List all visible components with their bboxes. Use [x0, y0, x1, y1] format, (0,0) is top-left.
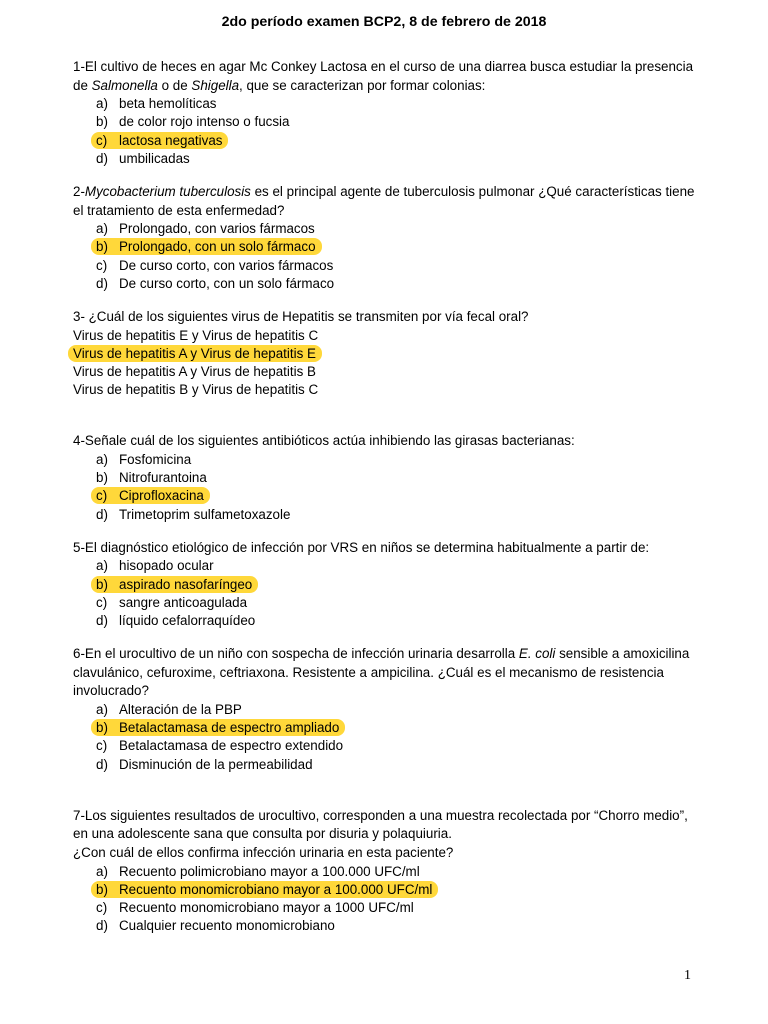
option-b-highlighted-answer: b) Prolongado, con un solo fármaco — [73, 238, 703, 256]
option-d: d) líquido cefalorraquídeo — [96, 613, 256, 629]
option-b-highlighted-answer: b) Betalactamasa de espectro ampliado — [73, 719, 703, 737]
question-7-prompt: ¿Con cuál de ellos confirma infección urinaria en esta paciente? — [73, 845, 454, 860]
question-3 — [73, 308, 703, 417]
option-c: c) sangre anticoagulada — [96, 594, 248, 610]
question-7 — [73, 807, 703, 936]
option-d: d) umbilicadas — [96, 150, 190, 166]
option-d: d) De curso corto, con un solo fármaco — [96, 275, 335, 291]
option-b: b) de color rojo intenso o fucsia — [96, 114, 290, 130]
blank-line — [73, 774, 703, 792]
option-a: a) Alteración de la PBP — [96, 702, 242, 717]
question-1-options — [73, 95, 703, 168]
option-d: d) Disminución de la permeabilidad — [96, 756, 313, 772]
question-6-text: 6-En el urocultivo de un niño con sospecha de infección urinaria desarrolla E. coli sensible a amoxicilina clavulánico, cefuroxime, ceftriaxona. Resistente a ampicilina. ¿Cuál es el mecanismo de resistencia involucrado? — [73, 646, 690, 699]
option-b-highlighted-answer: b) Recuento monomicrobiano mayor a 100.000 UFC/ml — [73, 881, 703, 899]
question-2-options — [73, 220, 703, 293]
question-1 — [73, 58, 703, 168]
page-title: 2do período examen BCP2, 8 de febrero de 2018 — [221, 14, 547, 30]
question-4-text: 4-Señale cuál de los siguientes antibióticos actúa inhibiendo las girasas bacterianas: — [73, 433, 575, 449]
question-2 — [73, 183, 703, 293]
question-6-options — [73, 701, 703, 774]
option-b-highlighted-answer: b) aspirado nasofaríngeo — [73, 576, 703, 594]
option-a: a) Fosfomicina — [96, 452, 192, 467]
question-3-text: 3- ¿Cuál de los siguientes virus de Hepatitis se transmiten por vía fecal oral? — [73, 309, 529, 324]
option-a: a) Prolongado, con varios fármacos — [96, 221, 315, 237]
option-line: Virus de hepatitis E y Virus de hepatitis C — [73, 327, 319, 343]
option-a: a) hisopado ocular — [96, 558, 214, 574]
option-a: a) beta hemolíticas — [96, 96, 217, 112]
option-line: Virus de hepatitis A y Virus de hepatitis B — [73, 364, 316, 379]
option-b: b) Nitrofurantoina — [96, 470, 207, 486]
option-d: d) Trimetoprim sulfametoxazole — [96, 506, 291, 522]
question-5-text: 5-El diagnóstico etiológico de infección por VRS en niños se determina habitualmente a partir de: — [73, 539, 650, 555]
blank-line — [73, 399, 703, 417]
option-line: Virus de hepatitis B y Virus de hepatitis C — [73, 382, 319, 398]
option-c: c) Recuento monomicrobiano mayor a 1000 UFC/ml — [96, 900, 414, 915]
page-number: 1 — [684, 968, 691, 983]
question-4 — [73, 432, 703, 523]
question-6 — [73, 645, 703, 792]
question-5-options — [73, 557, 703, 630]
option-c-highlighted-answer: c) lactosa negativas — [73, 132, 703, 150]
question-5 — [73, 539, 703, 630]
option-a: a) Recuento polimicrobiano mayor a 100.000 UFC/ml — [96, 863, 420, 879]
option-c: c) De curso corto, con varios fármacos — [96, 257, 334, 273]
question-4-options — [73, 451, 703, 524]
exam-content — [73, 58, 703, 950]
option-line-highlighted-answer: Virus de hepatitis A y Virus de hepatitis E — [73, 345, 703, 363]
question-1-text: 1-El cultivo de heces en agar Mc Conkey Lactosa en el curso de una diarrea busca estudiar la presencia de Salmonella o de Shigella, que se caracterizan por formar colonias: — [73, 59, 694, 93]
option-c-highlighted-answer: c) Ciprofloxacina — [73, 487, 703, 505]
question-7-text: 7-Los siguientes resultados de urocultivo, corresponden a una muestra recolectada por “Chorro medio”, en una adolescente sana que consulta por disuria y polaquiuria. — [73, 807, 688, 842]
option-d: d) Cualquier recuento monomicrobiano — [96, 918, 335, 934]
option-c: c) Betalactamasa de espectro extendido — [96, 738, 344, 754]
question-2-text: 2-Mycobacterium tuberculosis es el principal agente de tuberculosis pulmonar ¿Qué características tiene el tratamiento de esta enfermedad? — [73, 184, 695, 218]
question-7-options — [73, 863, 703, 936]
